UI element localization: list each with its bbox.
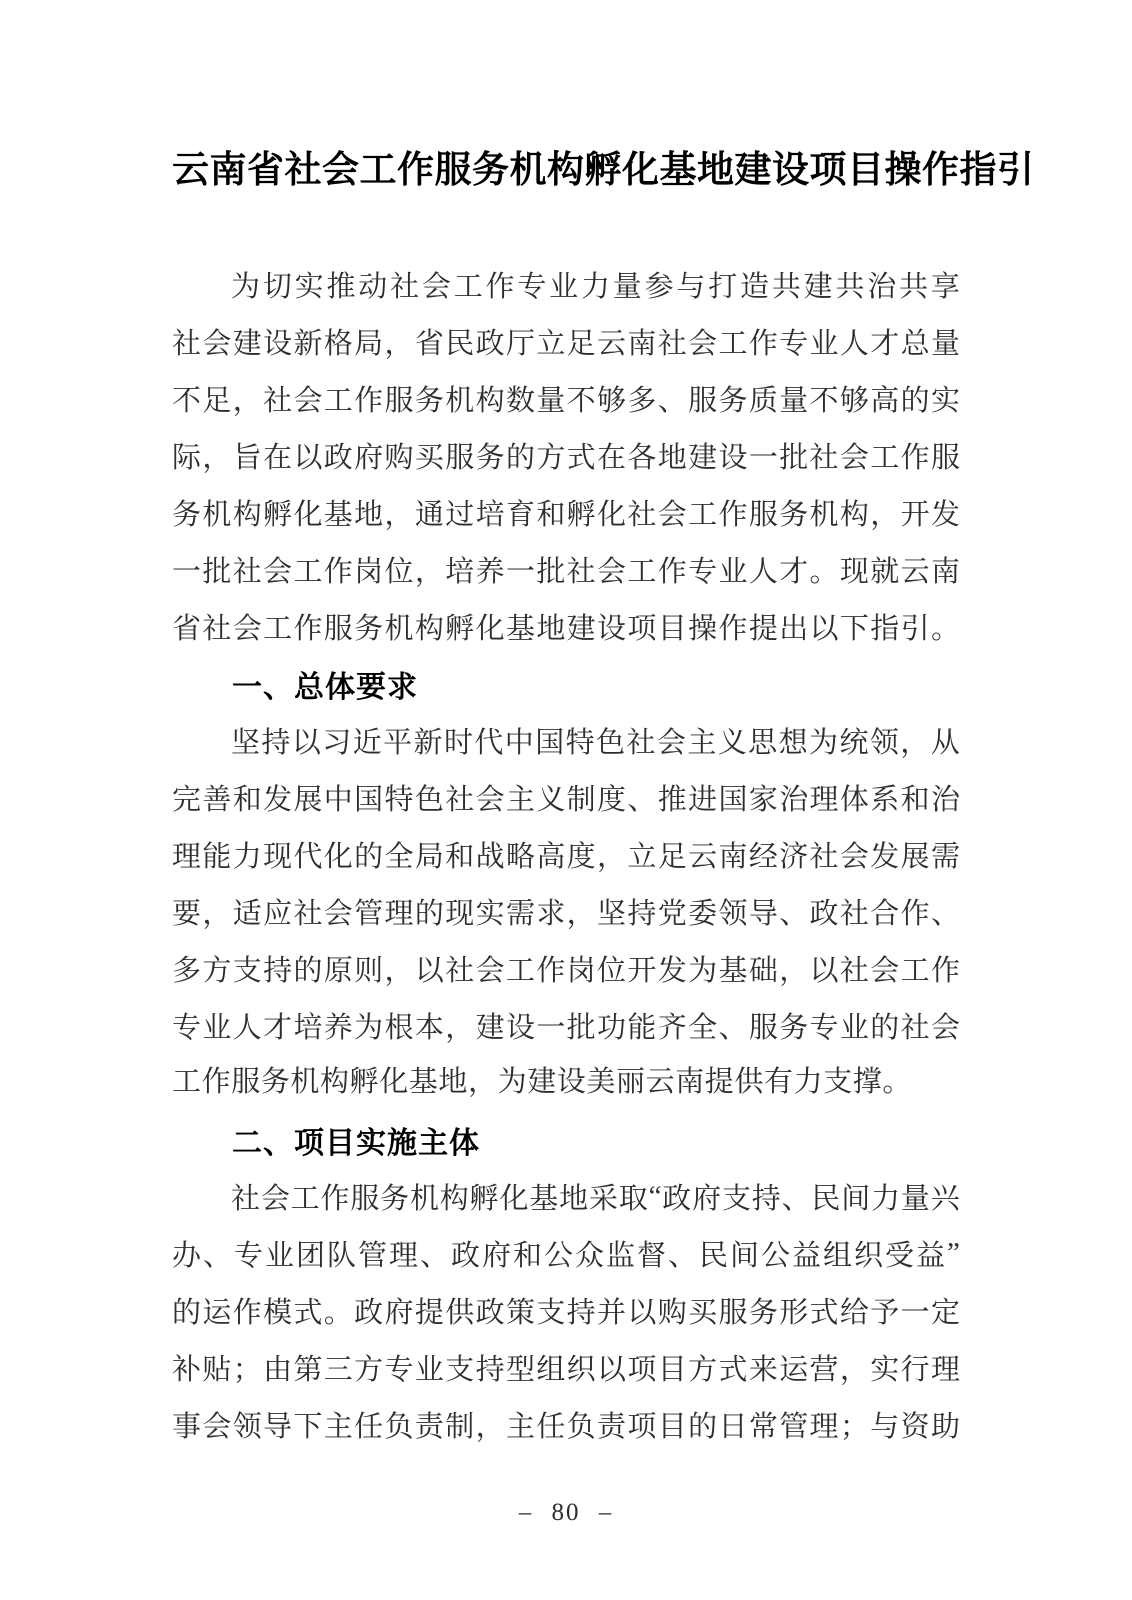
paragraph-3-line-4: 补 贴 ； 由 第 三 方 专 业 支 持 型 组 织 以 项 目 方 式 来 运 营 ， 实 行 理 bbox=[172, 1354, 960, 1386]
paragraph-2-line-4: 要 ， 适 应 社 会 管 理 的 现 实 需 求 ， 坚 持 党 委 领 导 、 政 社 合 作 、 bbox=[172, 898, 960, 930]
page-number: – 80 – bbox=[518, 1499, 614, 1526]
paragraph-2-line-6: 专 业 人 才 培 养 为 根 本 ， 建 设 一 批 功 能 齐 全 、 服 务 专 业 的 社 会 bbox=[172, 1012, 960, 1044]
paragraph-3-line-5: 事 会 领 导 下 主 任 负 责 制 ， 主 任 负 责 项 目 的 日 常 管 理 ； 与 资 助 bbox=[172, 1411, 960, 1443]
section-heading-1: 一、总体要求 bbox=[232, 670, 418, 704]
paragraph-3-line-2: 办 、 专 业 团 队 管 理 、 政 府 和 公 众 监 督 、 民 间 公 益 组 织 受 益 ” bbox=[172, 1237, 960, 1272]
paragraph-1-line-2: 社 会 建 设 新 格 局 ， 省 民 政 厅 立 足 云 南 社 会 工 作 专 业 人 才 总 量 bbox=[172, 328, 960, 360]
paragraph-2-line-5: 多 方 支 持 的 原 则 ， 以 社 会 工 作 岗 位 开 发 为 基 础 ， 以 社 会 工 作 bbox=[172, 955, 960, 987]
paragraph-1-line-3: 不 足 ， 社 会 工 作 服 务 机 构 数 量 不 够 多 、 服 务 质 量 不 够 高 的 实 bbox=[172, 385, 960, 417]
paragraph-1-line-7: 省 社 会 工 作 服 务 机 构 孵 化 基 地 建 设 项 目 操 作 提 出 以 下 指 引 。 bbox=[172, 613, 960, 645]
document-title: 云南省社会工作服务机构孵化基地建设项目操作指引 bbox=[172, 150, 1035, 191]
section-heading-2: 二、项目实施主体 bbox=[232, 1126, 480, 1160]
document-content bbox=[172, 0, 1035, 1453]
paragraph-3-line-1: 社 会 工 作 服 务 机 构 孵 化 基 地 采 取 “ 政 府 支 持 、 民 间 力 量 兴 bbox=[231, 1180, 960, 1215]
paragraph-2-line-2: 完 善 和 发 展 中 国 特 色 社 会 主 义 制 度 、 推 进 国 家 治 理 体 系 和 治 bbox=[172, 784, 960, 816]
paragraph-1-line-6: 一 批 社 会 工 作 岗 位 ， 培 养 一 批 社 会 工 作 专 业 人 才 。 现 就 云 南 bbox=[172, 556, 960, 588]
paragraph-1-line-1: 为 切 实 推 动 社 会 工 作 专 业 力 量 参 与 打 造 共 建 共 治 共 享 bbox=[231, 271, 960, 303]
paragraph-1-line-5: 务 机 构 孵 化 基 地 ， 通 过 培 育 和 孵 化 社 会 工 作 服 务 机 构 ， 开 发 bbox=[172, 499, 960, 531]
paragraph-2-line-7: 工作服务机构孵化基地，为建设美丽云南提供有力支撑。 bbox=[172, 1066, 913, 1098]
paragraph-3-line-3: 的 运 作 模 式 。 政 府 提 供 政 策 支 持 并 以 购 买 服 务 形 式 给 予 一 定 bbox=[172, 1297, 960, 1329]
paragraph-1-line-4: 际 ， 旨 在 以 政 府 购 买 服 务 的 方 式 在 各 地 建 设 一 批 社 会 工 作 服 bbox=[172, 442, 960, 474]
paragraph-2-line-3: 理 能 力 现 代 化 的 全 局 和 战 略 高 度 ， 立 足 云 南 经 济 社 会 发 展 需 bbox=[172, 841, 960, 873]
paragraph-2-line-1: 坚 持 以 习 近 平 新 时 代 中 国 特 色 社 会 主 义 思 想 为 统 领 ， 从 bbox=[231, 727, 960, 759]
